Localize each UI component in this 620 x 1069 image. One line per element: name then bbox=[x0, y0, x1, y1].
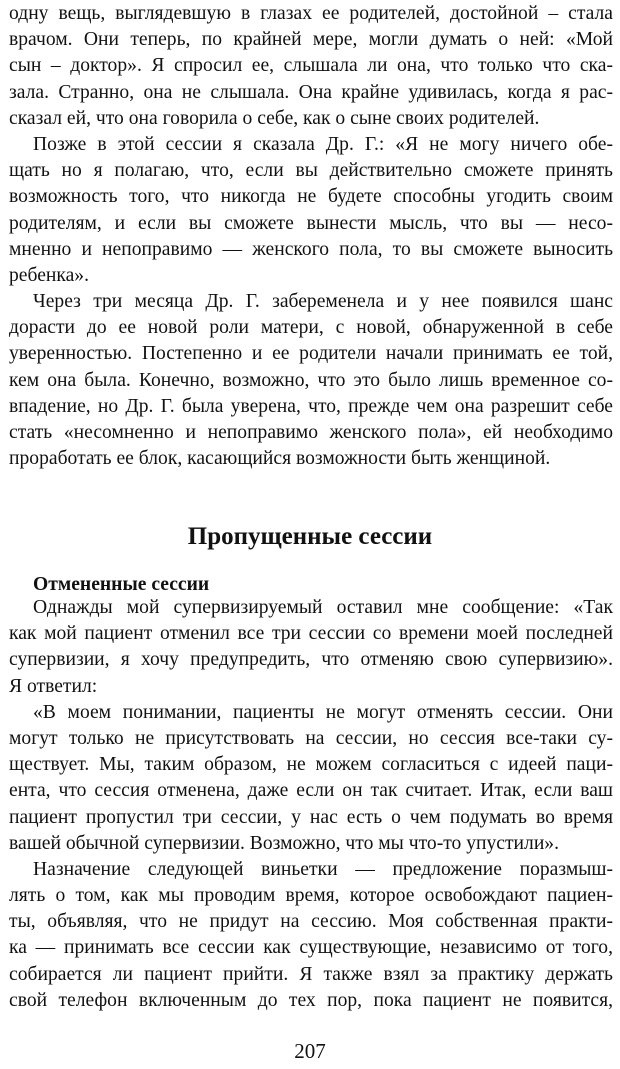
text-line: вашей обычной супервизии. Возможно, что мы что-то упустили». bbox=[9, 832, 560, 854]
text-line: ребенка». bbox=[9, 264, 90, 286]
text-line: «В моем понимании, пациенты не могут отменять сессии. Они bbox=[33, 701, 613, 723]
text-line: супервизии, я хочу предупредить, что отменяю свою супервизию». bbox=[9, 649, 613, 671]
paragraph bbox=[9, 595, 613, 700]
paragraph bbox=[9, 289, 613, 472]
text-line: проработать ее блок, касающийся возможности быть женщиной. bbox=[9, 448, 551, 470]
text-line: возможность того, что никогда не будете способны угодить своим bbox=[9, 186, 613, 208]
bottom-text-block bbox=[9, 595, 613, 1014]
text-line: Назначение следующей виньетки — предложение поразмыш- bbox=[33, 858, 613, 880]
text-line: щать но я полагаю, что, если вы действительно сможете принять bbox=[9, 160, 613, 182]
text-line: одну вещь, выглядевшую в глазах ее родителей, достойной – стала bbox=[9, 3, 613, 24]
text-line: ка — принимать все сессии как существующие, независимо от того, bbox=[9, 937, 613, 959]
text-line: впадение, но Др. Г. была уверена, что, прежде чем она разрешит себе bbox=[9, 395, 613, 417]
text-line: собирается ли пациент прийти. Я также взял за практику держать bbox=[9, 963, 613, 985]
text-line: сказал ей, что она говорила о себе, как о сыне своих родителей. bbox=[9, 107, 540, 129]
page-number: 207 bbox=[294, 1039, 326, 1063]
text-line: свой телефон включенным до тех пор, пока пациент не появится, bbox=[9, 989, 613, 1011]
text-line: кем она была. Конечно, возможно, что это было лишь временное со- bbox=[9, 369, 613, 391]
text-line: Позже в этой сессии я сказала Др. Г.: «Я не могу ничего обе- bbox=[33, 133, 613, 155]
text-line: ты, объявляя, что не придут на сессию. Моя собственная практи- bbox=[9, 911, 613, 933]
paragraph-continuation bbox=[9, 1, 613, 132]
text-line: врачом. Они теперь, по крайней мере, могли думать о ней: «Мой bbox=[9, 29, 613, 51]
text-line: дорасти до ее новой роли матери, с новой, обнаруженной в себе bbox=[9, 317, 613, 339]
text-line: лять о том, как мы проводим время, которое освобождают пациен- bbox=[9, 885, 613, 907]
text-line: Через три месяца Др. Г. забеременела и у нее появился шанс bbox=[33, 291, 613, 313]
paragraph bbox=[9, 132, 613, 289]
text-line: ществует. Мы, таким образом, не можем согласиться с идеей паци- bbox=[9, 754, 613, 776]
text-line: зала. Странно, она не слышала. Она крайне удивилась, когда я рас- bbox=[9, 81, 613, 103]
text-line: пациент пропустил три сессии, у нас есть о чем подумать во время bbox=[9, 806, 613, 828]
text-line: стать «несомненно и непоправимо женского пола», ей необходимо bbox=[9, 422, 613, 443]
paragraph bbox=[9, 700, 613, 857]
text-line: как мой пациент отменил все три сессии со времени моей последней bbox=[9, 623, 613, 645]
text-line: родителям, и если вы сможете вынести мысль, что вы — несо- bbox=[9, 212, 613, 234]
text-line: сын – доктор». Я спросил ее, слышала ли она, что только что ска- bbox=[9, 55, 613, 77]
text-line: Я ответил: bbox=[9, 675, 98, 697]
paragraph bbox=[9, 857, 613, 1014]
text-line: ента, что сессия отменена, даже если он так считает. Итак, если ваш bbox=[9, 780, 613, 802]
text-line: мненно и непоправимо — женского пола, то вы сможете выносить bbox=[9, 238, 613, 260]
subsection-heading: Отмененные сессии bbox=[33, 574, 210, 595]
text-line: Однажды мой супервизируемый оставил мне сообщение: «Так bbox=[33, 597, 613, 618]
section-heading: Пропущенные сессии bbox=[187, 523, 433, 550]
text-line: могут только не присутствовать на сессии, но сессия все-таки су- bbox=[9, 727, 613, 749]
top-text-block bbox=[9, 1, 613, 472]
text-line: уверенностью. Постепенно и ее родители начали принимать ее той, bbox=[9, 343, 613, 365]
